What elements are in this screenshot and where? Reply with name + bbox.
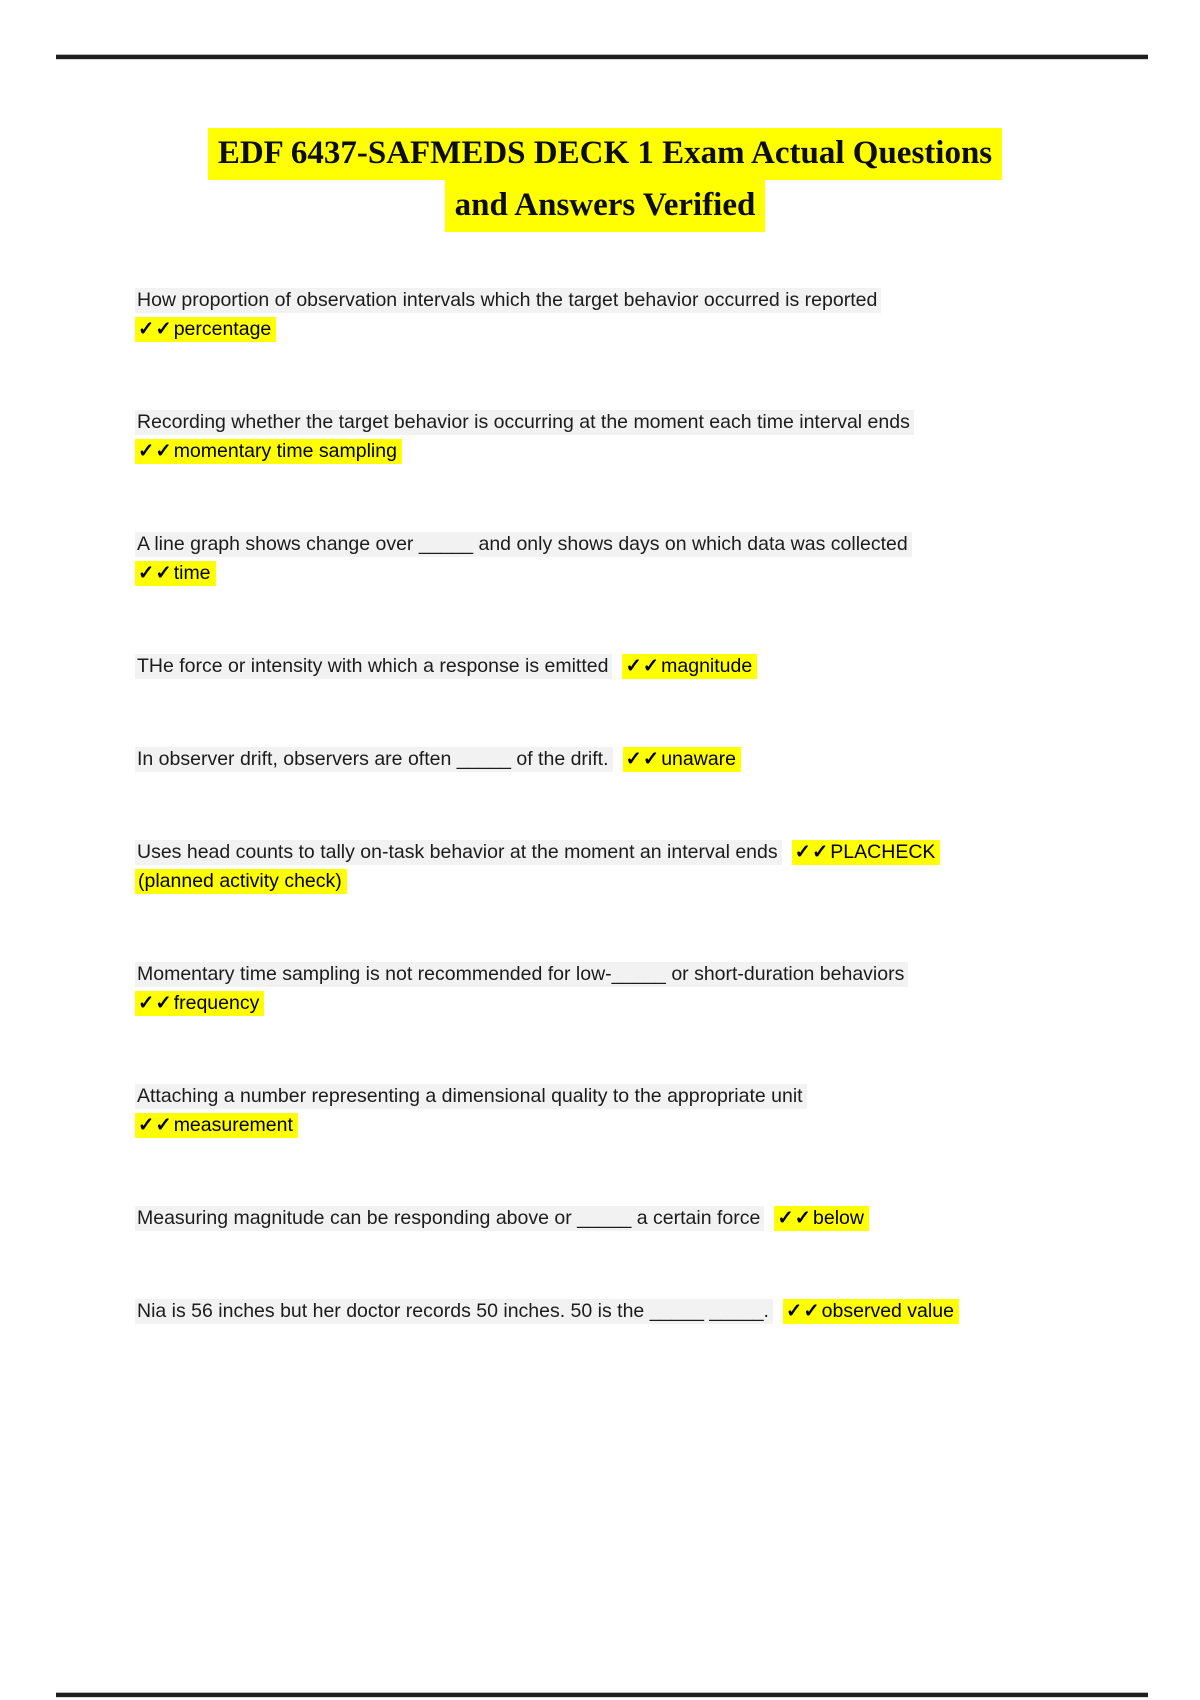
answer-line bbox=[135, 315, 1075, 344]
answer-text: below bbox=[813, 1207, 864, 1229]
question-line bbox=[135, 408, 1075, 437]
answer-text: magnitude bbox=[661, 655, 753, 677]
document-title bbox=[135, 128, 1075, 232]
answer-text: momentary time sampling bbox=[173, 440, 397, 462]
double-checkmark-icon: ✓✓ bbox=[625, 748, 661, 770]
answer-highlight bbox=[623, 747, 742, 772]
qa-item-8 bbox=[135, 1082, 1075, 1140]
question-line bbox=[135, 1204, 1075, 1233]
qa-list bbox=[135, 286, 1075, 1326]
answer-line bbox=[135, 559, 1075, 588]
qa-item-2 bbox=[135, 408, 1075, 466]
document-content bbox=[135, 128, 1075, 1390]
answer-highlight bbox=[622, 654, 757, 679]
title-line-1: EDF 6437-SAFMEDS DECK 1 Exam Actual Questions bbox=[135, 128, 1075, 180]
question-line bbox=[135, 652, 1075, 681]
question-text: Uses head counts to tally on-task behavior at the moment an interval ends bbox=[135, 840, 782, 865]
answer-highlight bbox=[783, 1299, 959, 1324]
double-checkmark-icon: ✓✓ bbox=[625, 655, 661, 677]
answer-text: frequency bbox=[173, 992, 260, 1014]
answer-text: time bbox=[173, 562, 211, 584]
answer-line bbox=[135, 437, 1075, 466]
qa-item-1 bbox=[135, 286, 1075, 344]
answer-line bbox=[135, 989, 1075, 1018]
question-line bbox=[135, 838, 1075, 867]
question-text: Attaching a number representing a dimensional quality to the appropriate unit bbox=[135, 1084, 807, 1109]
answer-highlight: (planned activity check) bbox=[135, 869, 347, 894]
question-line bbox=[135, 1082, 1075, 1111]
question-text: How proportion of observation intervals which the target behavior occurred is reported bbox=[135, 288, 881, 313]
question-line bbox=[135, 530, 1075, 559]
double-checkmark-icon: ✓✓ bbox=[138, 562, 173, 584]
question-text: THe force or intensity with which a response is emitted bbox=[135, 654, 612, 679]
double-checkmark-icon: ✓✓ bbox=[785, 1300, 821, 1322]
qa-item-5 bbox=[135, 745, 1075, 774]
top-horizontal-rule bbox=[56, 55, 1148, 59]
double-checkmark-icon: ✓✓ bbox=[138, 440, 173, 462]
question-text: In observer drift, observers are often _____ of the drift. bbox=[135, 747, 613, 772]
double-checkmark-icon: ✓✓ bbox=[138, 992, 173, 1014]
question-line bbox=[135, 745, 1075, 774]
question-text: Momentary time sampling is not recommended for low-_____ or short-duration behaviors bbox=[135, 962, 908, 987]
question-line bbox=[135, 286, 1075, 315]
qa-item-4 bbox=[135, 652, 1075, 681]
double-checkmark-icon: ✓✓ bbox=[138, 318, 173, 340]
answer-highlight bbox=[135, 991, 264, 1016]
answer-text: PLACHECK bbox=[830, 841, 936, 863]
answer-text: observed value bbox=[821, 1300, 954, 1322]
qa-item-6 bbox=[135, 838, 1075, 896]
qa-item-7 bbox=[135, 960, 1075, 1018]
qa-item-9 bbox=[135, 1204, 1075, 1233]
answer-line bbox=[135, 1111, 1075, 1140]
double-checkmark-icon: ✓✓ bbox=[777, 1207, 813, 1229]
answer-continuation-line bbox=[135, 867, 1075, 896]
question-text: Recording whether the target behavior is occurring at the moment each time interval ends bbox=[135, 410, 914, 435]
answer-highlight bbox=[774, 1206, 869, 1231]
answer-highlight bbox=[792, 840, 941, 865]
answer-highlight bbox=[135, 561, 216, 586]
title-line-2: and Answers Verified bbox=[135, 180, 1075, 232]
bottom-horizontal-rule bbox=[56, 1693, 1148, 1697]
answer-highlight bbox=[135, 1113, 298, 1138]
answer-text: measurement bbox=[173, 1114, 293, 1136]
question-text: A line graph shows change over _____ and only shows days on which data was collected bbox=[135, 532, 912, 557]
answer-highlight bbox=[135, 439, 402, 464]
question-line bbox=[135, 1297, 1075, 1326]
question-text: Nia is 56 inches but her doctor records 50 inches. 50 is the _____ _____. bbox=[135, 1299, 773, 1324]
double-checkmark-icon: ✓✓ bbox=[794, 841, 830, 863]
qa-item-10 bbox=[135, 1297, 1075, 1326]
answer-text: percentage bbox=[173, 318, 272, 340]
question-text: Measuring magnitude can be responding above or _____ a certain force bbox=[135, 1206, 764, 1231]
answer-highlight bbox=[135, 317, 276, 342]
question-line bbox=[135, 960, 1075, 989]
answer-text: unaware bbox=[661, 748, 737, 770]
qa-item-3 bbox=[135, 530, 1075, 588]
double-checkmark-icon: ✓✓ bbox=[138, 1114, 173, 1136]
